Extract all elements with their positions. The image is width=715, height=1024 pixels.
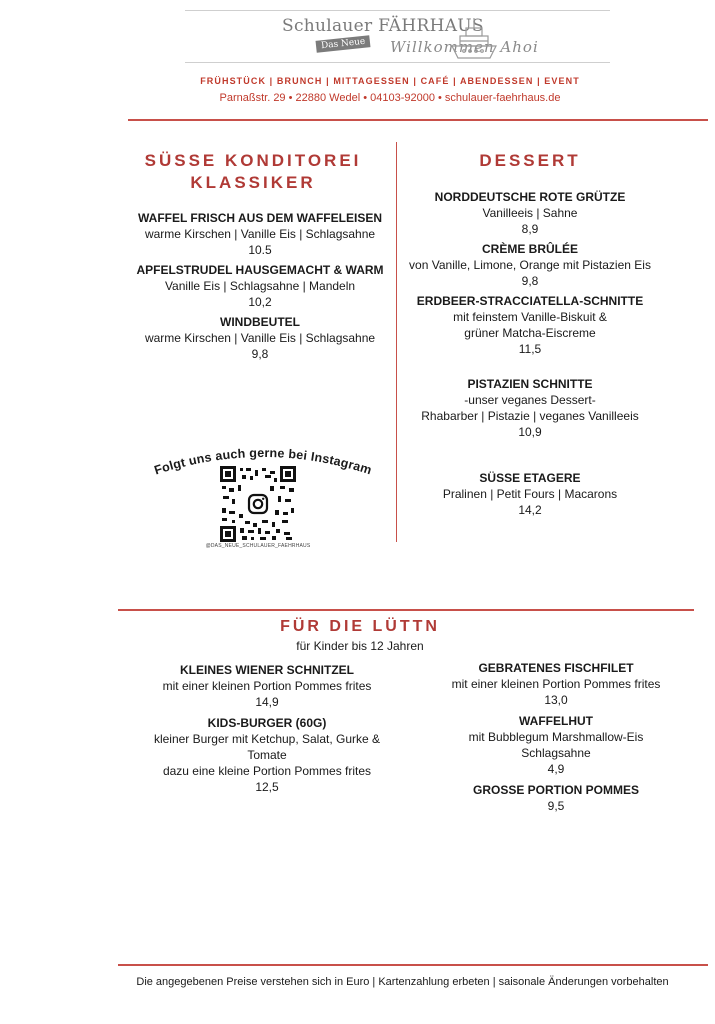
ship-icon <box>448 14 500 64</box>
item-desc: mit einer kleinen Portion Pommes frites <box>162 679 372 693</box>
item-name: WAFFEL FRISCH AUS DEM WAFFELEISEN <box>137 211 382 225</box>
instagram-qr-code[interactable] <box>220 466 296 542</box>
item-price: 11,5 <box>518 342 542 356</box>
dessert-section <box>402 150 658 172</box>
kids-left-items <box>122 662 412 795</box>
menu-item <box>412 660 700 708</box>
item-desc: warme Kirschen | Vanille Eis | Schlagsahne <box>144 331 376 345</box>
menu-item <box>122 662 412 710</box>
kids-title: FÜR DIE LÜTTN <box>280 618 440 635</box>
item-name: APFELSTRUDEL HAUSGEMACHT & WARM <box>136 263 384 277</box>
item-desc: mit feinstem Vanille-Biskuit & <box>453 310 607 324</box>
item-price: 10,9 <box>518 425 542 439</box>
item-desc: Rhabarber | Pistazie | veganes Vanilleeis <box>421 409 639 423</box>
item-price: 13,0 <box>544 693 568 707</box>
item-price: 8,9 <box>521 222 539 236</box>
column-divider <box>396 142 397 542</box>
item-price: 9,8 <box>251 347 269 361</box>
menu-item <box>412 782 700 814</box>
dessert-items <box>400 189 660 518</box>
item-name: ERDBEER-STRACCIATELLA-SCHNITTE <box>416 294 644 308</box>
menu-item <box>412 713 700 777</box>
menu-item <box>100 314 420 362</box>
menu-item <box>400 376 660 440</box>
item-price: 4,9 <box>547 762 565 776</box>
item-desc: Vanilleeis | Sahne <box>482 206 578 220</box>
menu-item <box>100 210 420 258</box>
kids-right-items <box>412 660 700 814</box>
item-name: KLEINES WIENER SCHNITZEL <box>179 663 354 677</box>
item-name: WAFFELHUT <box>519 714 593 728</box>
item-desc: Pralinen | Petit Fours | Macarons <box>442 487 618 501</box>
item-name: GEBRATENES FISCHFILET <box>478 661 634 675</box>
konditorei-items <box>100 210 420 362</box>
menu-item <box>122 715 412 795</box>
instagram-handle: @DAS_NEUE_SCHULAUER_FAEHRHAUS <box>205 543 311 549</box>
item-desc: von Vanille, Limone, Orange mit Pistazien Eis <box>409 258 651 272</box>
logo-script: Willkommen Ahoi <box>390 38 539 56</box>
konditorei-title-2: KLASSIKER <box>190 173 316 192</box>
item-desc: grüner Matcha-Eiscreme <box>464 326 596 340</box>
item-desc: kleiner Burger mit Ketchup, Salat, Gurke & <box>153 732 381 746</box>
menu-item <box>400 241 660 289</box>
item-price: 14,9 <box>255 695 279 709</box>
item-desc: warme Kirschen | Vanille Eis | Schlagsahne <box>144 227 376 241</box>
item-name: GROSSE PORTION POMMES <box>472 783 640 797</box>
menu-item <box>100 262 420 310</box>
services-line: FRÜHSTÜCK | BRUNCH | MITTAGESSEN | CAFÉ | ABENDESSEN | EVENT <box>200 76 580 86</box>
item-name: NORDDEUTSCHE ROTE GRÜTZE <box>434 190 626 204</box>
item-name: KIDS-BURGER (60G) <box>207 716 327 730</box>
item-desc: mit einer kleinen Portion Pommes frites <box>451 677 661 691</box>
logo-badge: Das Neue <box>316 35 371 53</box>
item-desc: -unser veganes Dessert- <box>464 393 596 407</box>
item-price: 14,2 <box>518 503 542 517</box>
item-price: 10.5 <box>248 243 272 257</box>
kids-subtitle: für Kinder bis 12 Jahren <box>296 639 424 653</box>
item-name: SÜSSE ETAGERE <box>479 471 581 485</box>
konditorei-section <box>118 150 388 194</box>
footer-note: Die angegebenen Preise verstehen sich in Euro | Kartenzahlung erbeten | saisonale Änderungen vorbehalten <box>136 976 669 988</box>
item-desc: dazu eine kleine Portion Pommes frites <box>162 764 372 778</box>
item-desc: Vanille Eis | Schlagsahne | Mandeln <box>164 279 356 293</box>
header-divider <box>128 119 708 121</box>
menu-item <box>400 293 660 357</box>
item-price: 9,8 <box>521 274 539 288</box>
footer-divider <box>118 964 708 966</box>
item-name: WINDBEUTEL <box>220 315 300 329</box>
item-price: 10,2 <box>248 295 272 309</box>
item-desc: Schlagsahne <box>521 746 591 760</box>
item-name: PISTAZIEN SCHNITTE <box>467 377 593 391</box>
konditorei-title-1: SÜSSE KONDITOREI <box>144 151 362 170</box>
dessert-title: DESSERT <box>479 151 581 170</box>
instagram-text: Folgt uns auch gerne bei Instagram <box>152 445 374 478</box>
item-desc: mit Bubblegum Marshmallow-Eis <box>468 730 644 744</box>
item-price: 9,5 <box>547 799 565 813</box>
menu-item <box>400 470 660 518</box>
logo-name: Schulauer FÄHRHAUS <box>282 16 484 36</box>
kids-header <box>230 616 490 654</box>
logo-bottom-line <box>185 62 610 63</box>
item-price: 12,5 <box>255 780 279 794</box>
logo-top-line <box>185 10 610 11</box>
item-name: CRÈME BRÛLÉE <box>481 242 578 256</box>
address-line: Parnaßstr. 29 • 22880 Wedel • 04103-92000 • schulauer-faehrhaus.de <box>219 92 561 104</box>
item-desc: Tomate <box>247 748 287 762</box>
menu-item <box>400 189 660 237</box>
kids-divider <box>118 609 694 611</box>
